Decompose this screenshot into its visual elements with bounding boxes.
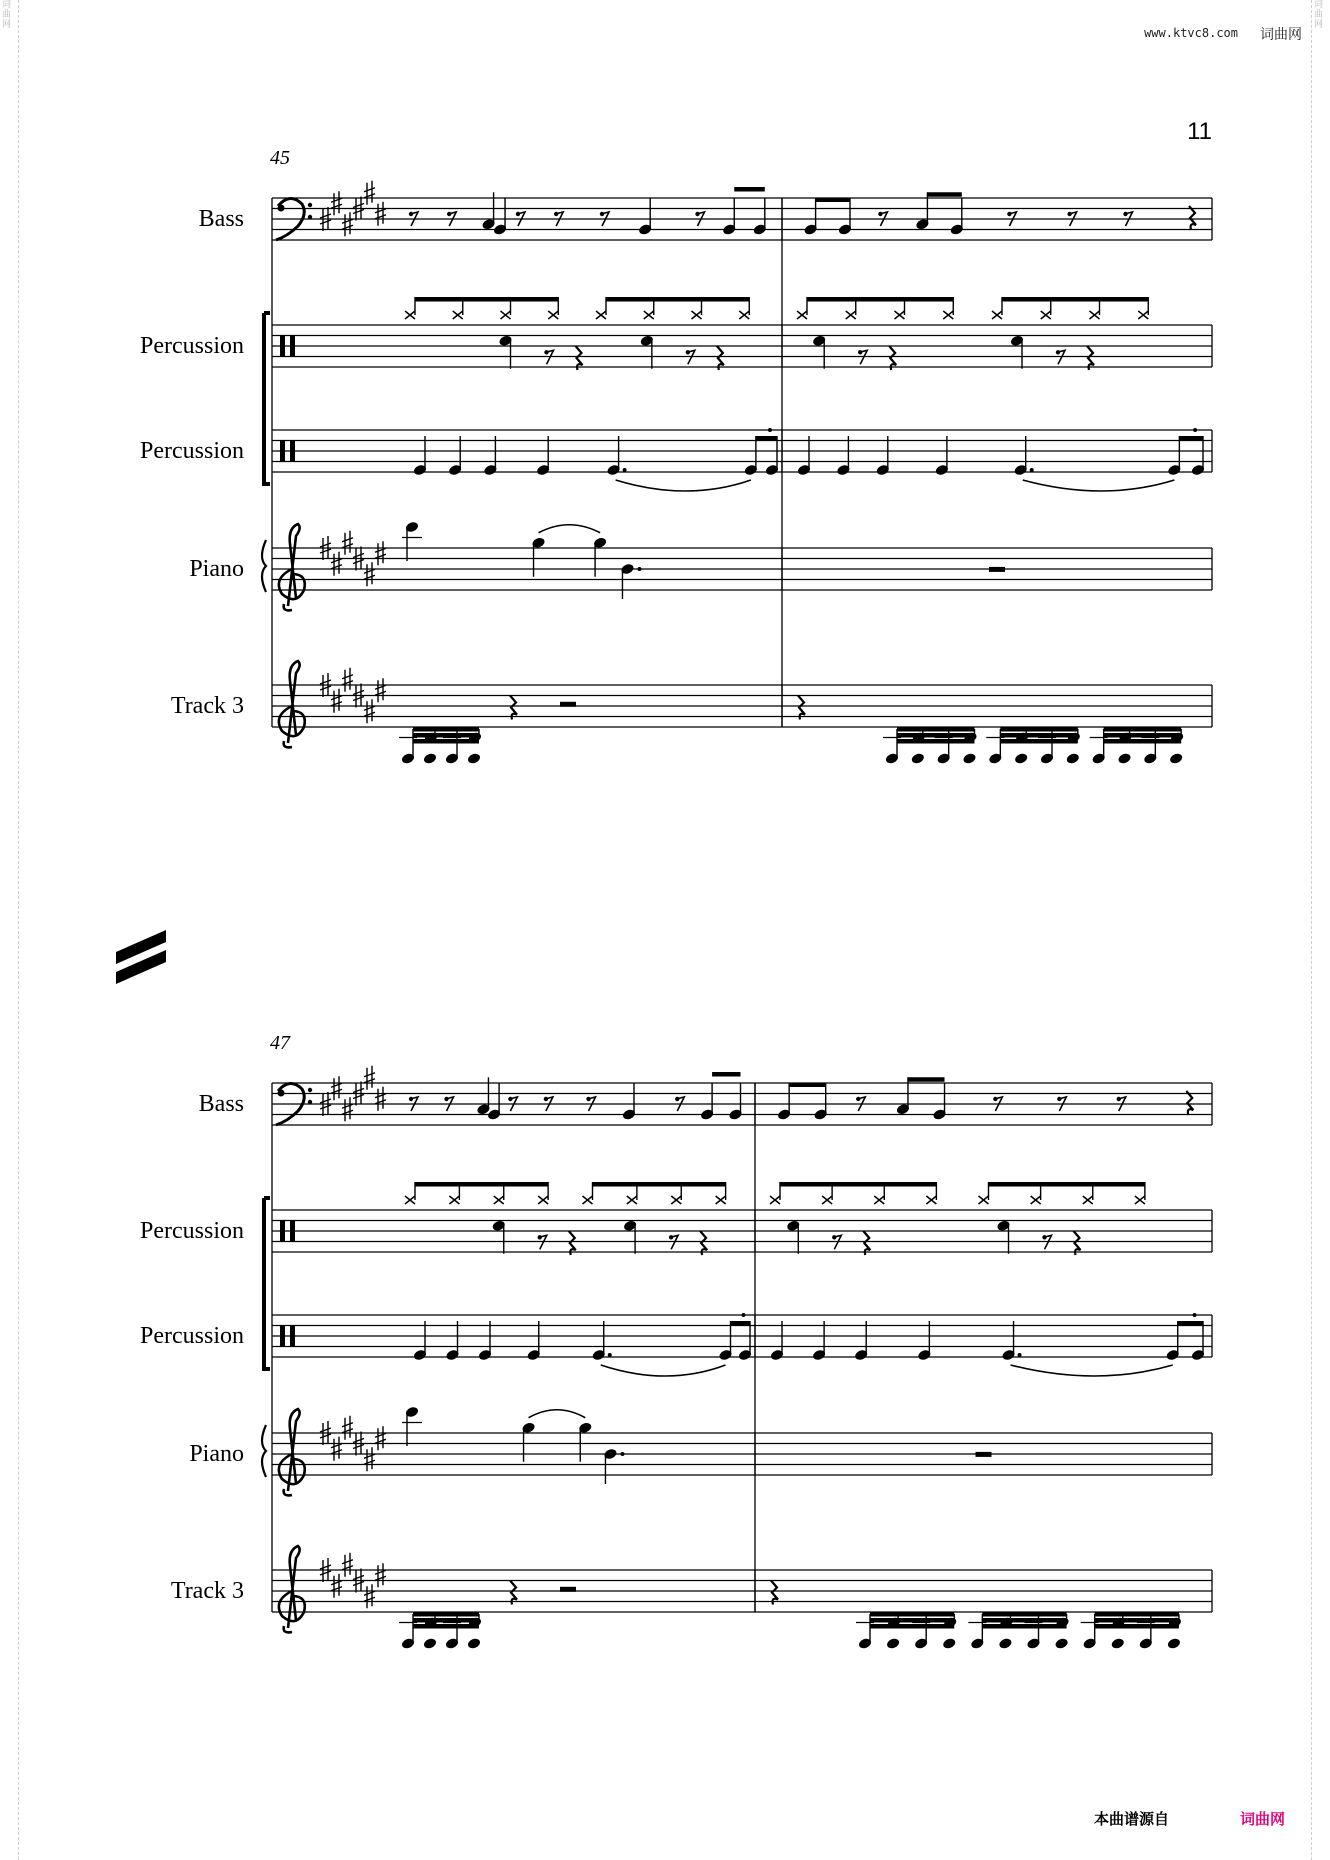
cross-note-head [895, 311, 905, 319]
note-beam [1000, 739, 1077, 744]
note-beam [807, 297, 953, 302]
note-beam [415, 297, 558, 302]
cross-note-head [1031, 1196, 1041, 1204]
eighth-rest-dot [1056, 350, 1060, 354]
staff-label: Percussion [140, 1218, 244, 1244]
eighth-rest-dot [544, 1097, 548, 1101]
percussion-clef-bar [280, 1221, 285, 1242]
staff-label: Track 3 [170, 1578, 244, 1604]
percussion-clef-bar [280, 441, 285, 462]
note-head [467, 1637, 482, 1650]
page-number: 11 [1187, 118, 1212, 145]
note-beam [731, 1321, 751, 1326]
tie [601, 1365, 726, 1376]
key-signature-sharp [342, 531, 353, 555]
key-signature-sharp [364, 1447, 375, 1471]
note-beam [1002, 297, 1148, 302]
note-head [1167, 1637, 1182, 1650]
bass-clef-dot [308, 1100, 312, 1104]
key-signature-sharp [342, 1553, 353, 1577]
cross-note-head [494, 1196, 504, 1204]
key-signature-sharp [364, 1584, 375, 1608]
eighth-rest-dot [1117, 1097, 1121, 1101]
cross-note-head [992, 311, 1002, 319]
note-beam [413, 733, 479, 738]
key-signature-sharp [331, 1574, 342, 1598]
bass-clef-dot [308, 203, 312, 207]
eighth-rest-dot [1042, 1235, 1046, 1239]
percussion-clef-bar [290, 441, 295, 462]
cross-note-head [770, 1196, 780, 1204]
note-beam [734, 187, 765, 192]
note-beam [927, 192, 961, 197]
eighth-rest-dot [1123, 212, 1127, 216]
cross-note-head [583, 1196, 593, 1204]
tie [539, 525, 601, 533]
cross-note-head [548, 311, 558, 319]
right-watermark-text: 词曲网 [1314, 0, 1324, 30]
eighth-rest-dot [600, 212, 604, 216]
note-head [423, 1637, 438, 1650]
note-beam [1000, 733, 1077, 738]
staff-label: Piano [189, 556, 244, 582]
note-beam [789, 1083, 826, 1088]
note-beam [780, 1182, 936, 1187]
treble-clef [279, 524, 305, 610]
key-signature-sharp [331, 552, 342, 576]
eighth-rest-dot [993, 1097, 997, 1101]
system-separator-mark [116, 930, 166, 984]
key-signature-sharp [375, 202, 386, 226]
percussion-clef-bar [290, 336, 295, 357]
note-beam [1104, 739, 1182, 744]
tie [1023, 480, 1175, 491]
note-head [942, 1637, 957, 1650]
eighth-rest-dot [832, 1235, 836, 1239]
key-signature-sharp [342, 212, 353, 236]
key-signature-sharp [331, 1076, 342, 1100]
eighth-rest-dot [409, 212, 413, 216]
note-beam [1104, 727, 1182, 732]
treble-clef [279, 661, 305, 747]
dot [623, 468, 627, 472]
note-beam [897, 739, 975, 744]
tie [1011, 1365, 1173, 1376]
dot [608, 1353, 612, 1357]
note-head [998, 1637, 1013, 1650]
cross-note-head [979, 1196, 989, 1204]
note-beam [415, 1182, 548, 1187]
system-1 [140, 147, 1212, 765]
note-beam [982, 1612, 1066, 1617]
dot [1018, 1353, 1022, 1357]
eighth-rest-dot [409, 1097, 413, 1101]
dot [620, 1452, 624, 1456]
percussion-clef-bar [280, 1326, 285, 1347]
left-watermark-text: 词曲网 [2, 0, 12, 30]
cross-note-head [405, 311, 415, 319]
tie [616, 480, 751, 491]
cross-note-head [797, 311, 807, 319]
note-beam [606, 297, 749, 302]
note-beam [593, 1182, 726, 1187]
key-signature-sharp [331, 191, 342, 215]
cross-note-head [1083, 1196, 1093, 1204]
measure-number: 47 [270, 1032, 290, 1054]
note-beam [908, 1077, 945, 1082]
bass-clef-dot [308, 1088, 312, 1092]
note-head [1065, 752, 1080, 765]
note-head [962, 752, 977, 765]
header-site-url[interactable]: www.ktvc8.com [1144, 26, 1238, 40]
cross-note-head [405, 1196, 415, 1204]
key-signature-sharp [342, 1097, 353, 1121]
note-beam [1095, 1612, 1179, 1617]
key-signature-sharp [331, 689, 342, 713]
eighth-rest-dot [508, 1097, 512, 1101]
staff-label: Bass [198, 1091, 244, 1117]
key-signature-sharp [342, 668, 353, 692]
eighth-rest-dot [544, 350, 548, 354]
measure-number: 45 [270, 147, 290, 169]
note-beam [1179, 436, 1203, 441]
eighth-rest-dot [1067, 212, 1071, 216]
tie [529, 1410, 586, 1418]
cross-note-head [943, 311, 953, 319]
note-head [1014, 752, 1029, 765]
percussion-clef-bar [290, 1221, 295, 1242]
cross-note-head [692, 311, 702, 319]
eighth-rest-dot [858, 350, 862, 354]
staff-label: Percussion [140, 1323, 244, 1349]
note-beam [982, 1624, 1066, 1629]
cross-note-head [926, 1196, 936, 1204]
note-beam [413, 727, 479, 732]
staff-label: Percussion [140, 438, 244, 464]
staccato-dot [742, 1313, 746, 1317]
key-signature-sharp [375, 1563, 386, 1587]
whole-rest [976, 1452, 992, 1457]
eighth-rest-dot [878, 212, 882, 216]
piano-brace [262, 540, 266, 592]
note-beam [712, 1072, 740, 1077]
note-beam [870, 1618, 954, 1623]
eighth-rest-dot [686, 350, 690, 354]
note-head [1110, 1637, 1125, 1650]
cross-note-head [1135, 1196, 1145, 1204]
note-beam [1095, 1618, 1179, 1623]
note-beam [897, 733, 975, 738]
note-beam [1095, 1624, 1179, 1629]
cross-note-head [671, 1196, 681, 1204]
note-head [910, 752, 925, 765]
cross-note-head [644, 311, 654, 319]
footer-site-name[interactable]: 词曲网 [1240, 1810, 1286, 1828]
eighth-rest-dot [444, 1097, 448, 1101]
cross-note-head [822, 1196, 832, 1204]
note-beam [982, 1618, 1066, 1623]
cross-note-head [449, 1196, 459, 1204]
note-beam [870, 1624, 954, 1629]
eighth-rest-dot [856, 1097, 860, 1101]
bass-clef-dot [278, 1090, 285, 1097]
cross-note-head [739, 311, 749, 319]
key-signature-sharp [342, 1416, 353, 1440]
note-beam [989, 1182, 1145, 1187]
eighth-rest-dot [669, 1235, 673, 1239]
staccato-dot [1193, 1313, 1197, 1317]
percussion-clef-bar [290, 1326, 295, 1347]
note-beam [413, 1618, 479, 1623]
percussion-clef-bar [280, 336, 285, 357]
note-head [1169, 752, 1184, 765]
eighth-rest-dot [447, 212, 451, 216]
piano-brace [262, 1425, 266, 1477]
staff-label: Piano [189, 1441, 244, 1467]
key-signature-sharp [364, 1066, 375, 1090]
note-beam [870, 1612, 954, 1617]
note-beam [413, 1624, 479, 1629]
cross-note-head [501, 311, 511, 319]
percussion-bracket [264, 313, 270, 484]
bass-clef-dot [308, 215, 312, 219]
quarter-rest [1189, 206, 1196, 230]
whole-rest [989, 567, 1005, 572]
key-signature-sharp [375, 678, 386, 702]
staccato-dot [1193, 428, 1197, 432]
cross-note-head [716, 1196, 726, 1204]
staccato-dot [768, 428, 772, 432]
note-head [886, 1637, 901, 1650]
half-rest [560, 1587, 576, 1592]
dot [1030, 468, 1034, 472]
staff-label: Bass [198, 206, 244, 232]
header-site-name[interactable]: 词曲网 [1260, 27, 1302, 43]
bass-clef-dot [278, 205, 285, 212]
note-head [467, 752, 482, 765]
note-head [1054, 1637, 1069, 1650]
treble-clef [279, 1546, 305, 1632]
eighth-rest-dot [695, 212, 699, 216]
note-beam [1000, 727, 1077, 732]
eighth-rest-dot [538, 1235, 542, 1239]
quarter-rest [1186, 1091, 1193, 1115]
note-beam [1178, 1321, 1203, 1326]
cross-note-head [1041, 311, 1051, 319]
cross-note-head [846, 311, 856, 319]
system-2 [140, 1032, 1212, 1650]
treble-clef [279, 1409, 305, 1495]
key-signature-sharp [331, 1437, 342, 1461]
note-beam [756, 436, 777, 441]
note-head [423, 752, 438, 765]
key-signature-sharp [375, 1087, 386, 1111]
half-rest [560, 702, 576, 707]
key-signature-sharp [364, 562, 375, 586]
eighth-rest-dot [1007, 212, 1011, 216]
note-head [1117, 752, 1132, 765]
note-beam [413, 1612, 479, 1617]
key-signature-sharp [364, 699, 375, 723]
cross-note-head [1090, 311, 1100, 319]
eighth-rest-dot [516, 212, 520, 216]
key-signature-sharp [375, 541, 386, 565]
staff-label: Percussion [140, 333, 244, 359]
eighth-rest-dot [1057, 1097, 1061, 1101]
note-beam [1104, 733, 1182, 738]
note-beam [897, 727, 975, 732]
cross-note-head [627, 1196, 637, 1204]
cross-note-head [874, 1196, 884, 1204]
eighth-rest-dot [586, 1097, 590, 1101]
cross-note-head [538, 1196, 548, 1204]
cross-note-head [453, 311, 463, 319]
note-beam [816, 198, 850, 203]
cross-note-head [596, 311, 606, 319]
footer-source-note: 本曲谱源自 [1094, 1810, 1170, 1828]
key-signature-sharp [364, 181, 375, 205]
eighth-rest-dot [675, 1097, 679, 1101]
staff-label: Track 3 [170, 693, 244, 719]
eighth-rest-dot [554, 212, 558, 216]
percussion-bracket [264, 1198, 270, 1369]
note-beam [413, 739, 479, 744]
key-signature-sharp [375, 1426, 386, 1450]
cross-note-head [1138, 311, 1148, 319]
dot [637, 567, 641, 571]
